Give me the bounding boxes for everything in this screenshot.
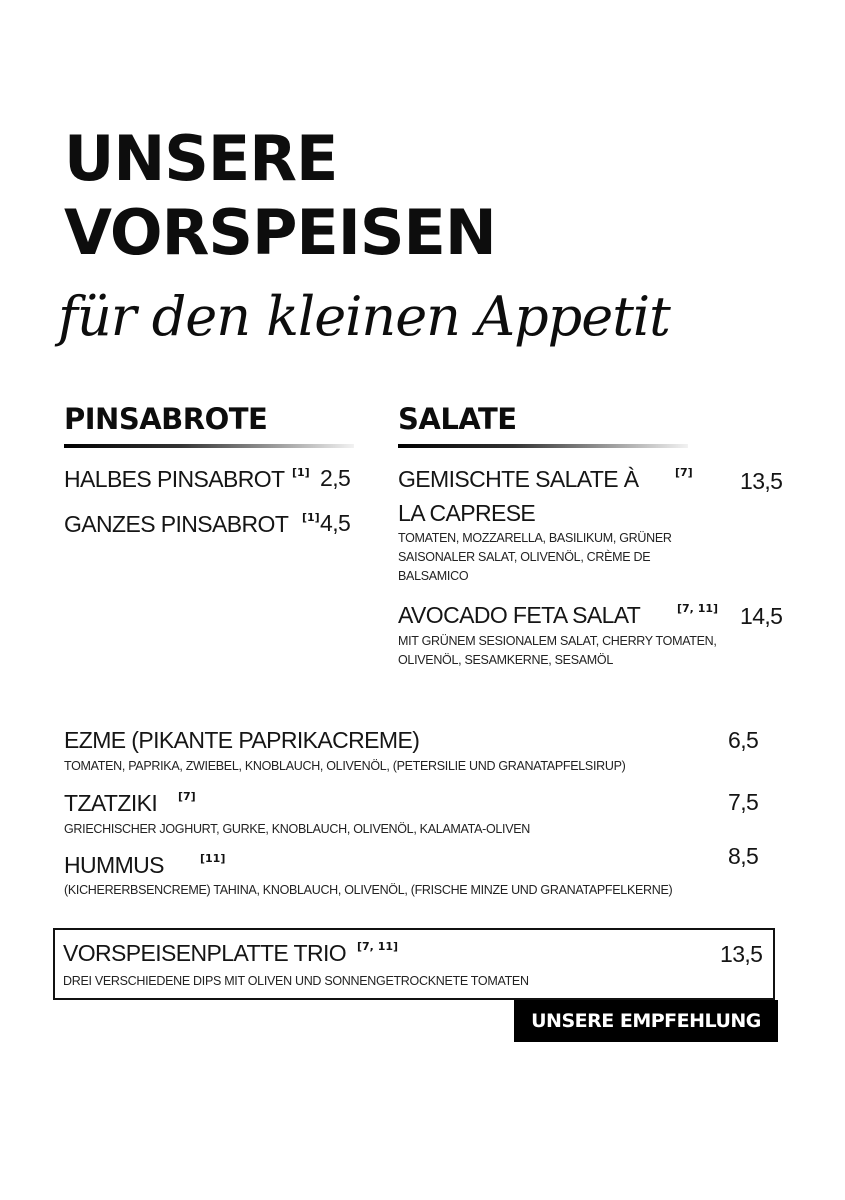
menu-item-price: 14,5 <box>740 603 783 629</box>
menu-item-allergen-ref: [7, 11] <box>677 602 719 615</box>
menu-item-name-ganzes-pinsabrot: GANZES PINSABROT <box>64 511 289 537</box>
menu-item-description: TOMATEN, PAPRIKA, ZWIEBEL, KNOBLAUCH, OLIVENÖL, (PETERSILIE UND GRANATAPFELSIRUP) <box>64 759 626 773</box>
menu-item-allergen-ref: [7] <box>178 790 196 803</box>
menu-item-price: 13,5 <box>740 468 783 494</box>
section-heading-salate: SALATE <box>398 402 517 436</box>
menu-item-name-gemischte-salate-line-2: LA CAPRESE <box>398 500 536 526</box>
page-title <box>64 122 496 270</box>
menu-item-name-hummus: HUMMUS <box>64 852 164 878</box>
menu-item-price: 6,5 <box>728 727 759 753</box>
section-divider-pinsabrote <box>64 444 354 448</box>
menu-item-allergen-ref: [1] <box>302 511 320 524</box>
menu-item-price: 8,5 <box>728 843 759 869</box>
menu-item-name-avocado-feta-salat: AVOCADO FETA SALAT <box>398 602 641 628</box>
page-title-line-1: UNSERE <box>64 122 338 195</box>
recommendation-badge: UNSERE EMPFEHLUNG <box>514 1000 778 1042</box>
menu-item-description: DREI VERSCHIEDENE DIPS MIT OLIVEN UND SONNENGETROCKNETE TOMATEN <box>63 974 529 988</box>
menu-item-name-gemischte-salate-line-1: GEMISCHTE SALATE À <box>398 466 639 492</box>
menu-item-allergen-ref: [7] <box>675 466 693 479</box>
menu-item-price: 2,5 <box>320 465 351 491</box>
menu-item-price: 4,5 <box>320 510 351 536</box>
menu-item-name-vorspeisenplatte-trio: VORSPEISENPLATTE TRIO <box>63 940 347 966</box>
menu-item-description: (KICHERERBSENCREME) TAHINA, KNOBLAUCH, OLIVENÖL, (FRISCHE MINZE UND GRANATAPFELKERNE) <box>64 883 673 897</box>
menu-item-name-tzatziki: TZATZIKI <box>64 790 158 816</box>
menu-item-description: GRIECHISCHER JOGHURT, GURKE, KNOBLAUCH, OLIVENÖL, KALAMATA-OLIVEN <box>64 822 531 836</box>
menu-item-name-halbes-pinsabrot: HALBES PINSABROT <box>64 466 285 492</box>
menu-item-allergen-ref: [7, 11] <box>357 940 399 953</box>
section-heading-pinsabrote: PINSABROTE <box>64 402 268 436</box>
menu-item-description: MIT GRÜNEM SESIONALEM SALAT, CHERRY TOMATEN, OLIVENÖL, SESAMKERNE, SESAMÖL <box>398 634 717 667</box>
menu-item-allergen-ref: [1] <box>292 466 310 479</box>
menu-item-price: 13,5 <box>720 941 763 967</box>
menu-item-name-ezme: EZME (PIKANTE PAPRIKACREME) <box>64 727 420 753</box>
menu-item-price: 7,5 <box>728 789 759 815</box>
section-divider-salate <box>398 444 688 448</box>
page-subtitle: für den kleinen Appetit <box>58 285 670 348</box>
menu-item-allergen-ref: [11] <box>200 852 226 865</box>
page-title-line-2: VORSPEISEN <box>64 196 496 269</box>
menu-item-description: TOMATEN, MOZZARELLA, BASILIKUM, GRÜNER SAISONALER SALAT, OLIVENÖL, CRÈME DE BALSAMICO <box>398 531 672 583</box>
